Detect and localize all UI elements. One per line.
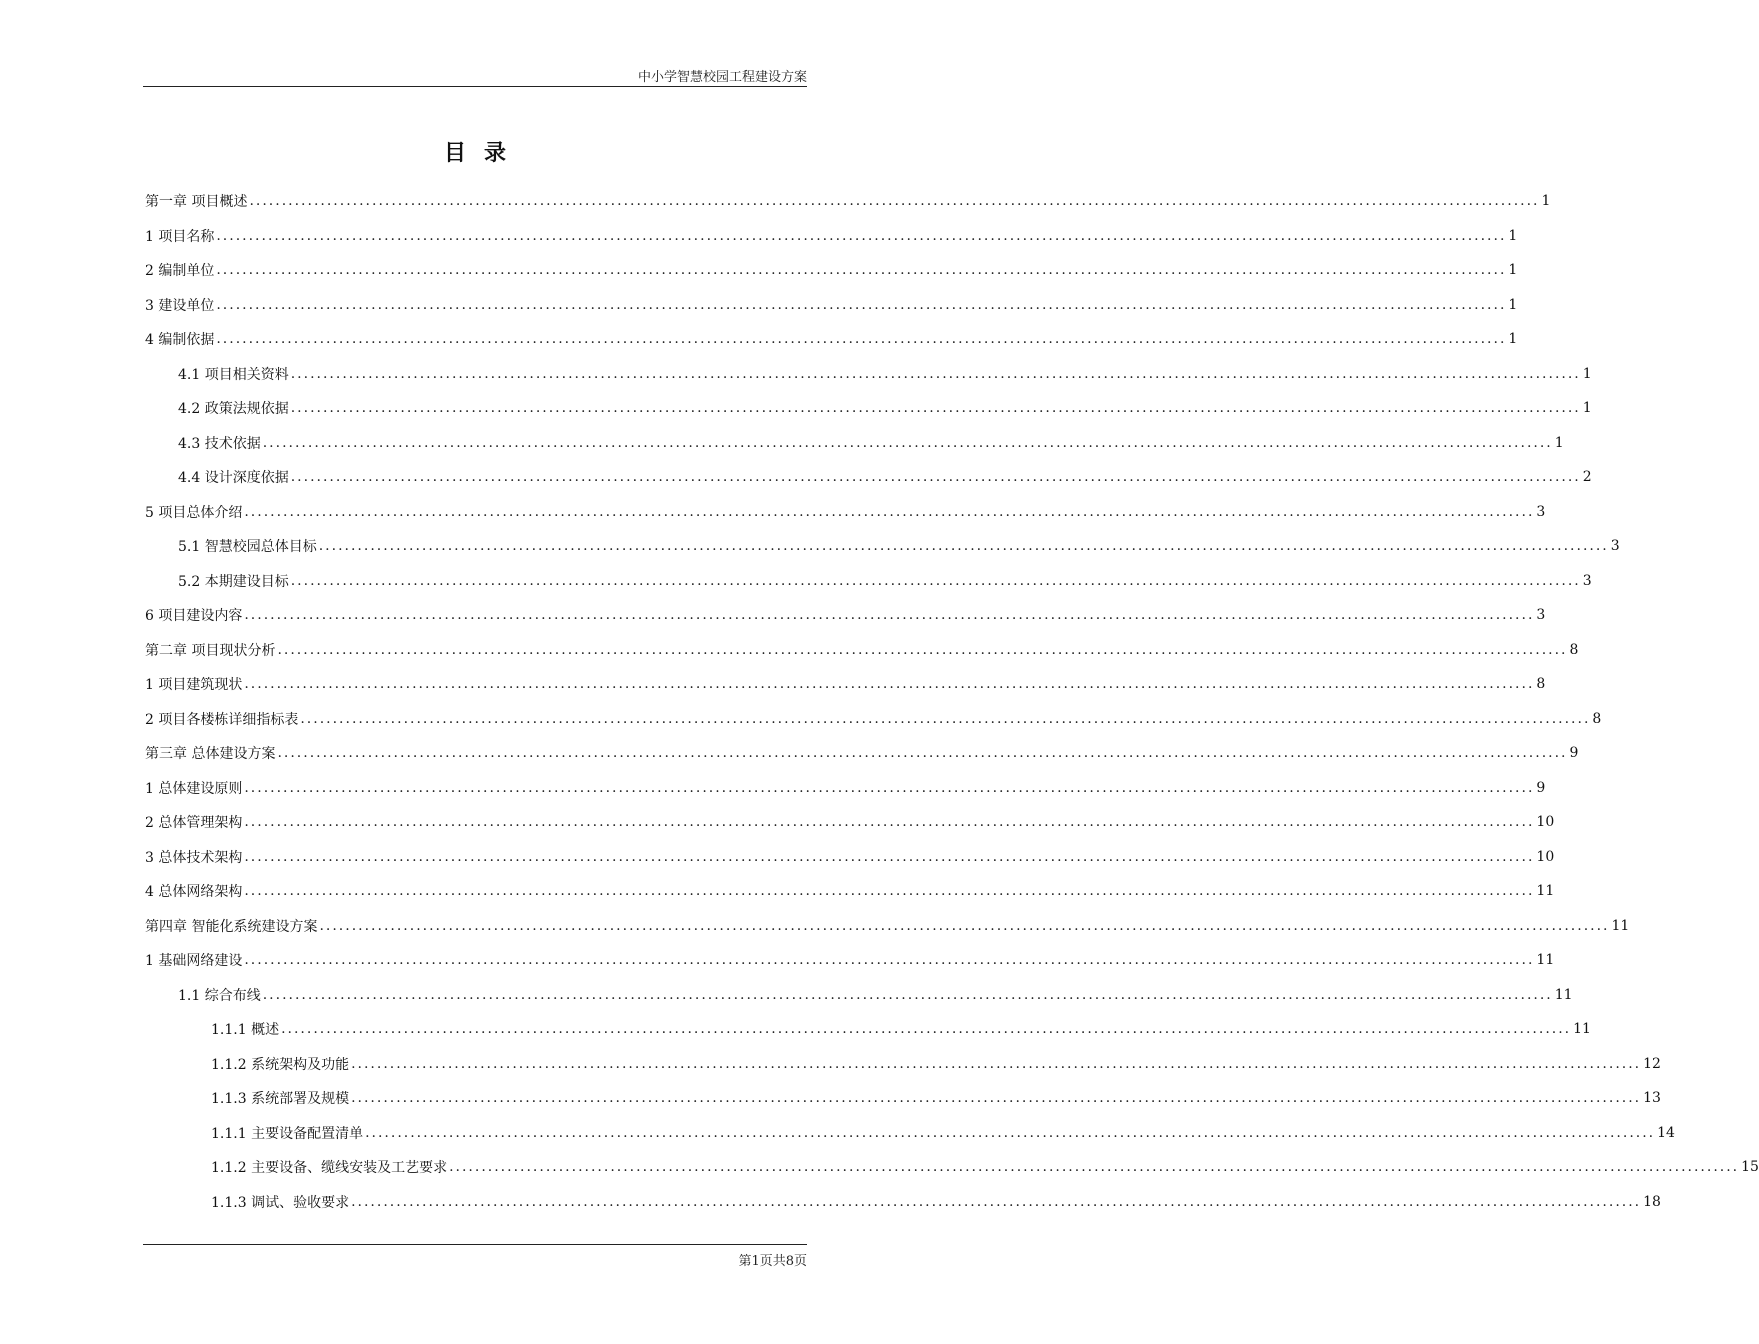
- toc-entry[interactable]: [145, 184, 1551, 219]
- toc-entry-label: 4.1 项目相关资料: [178, 366, 289, 383]
- toc-entry-label: 1.1.2 系统架构及功能: [211, 1056, 350, 1073]
- toc-dot-leader: ........................................................................................................................................................................................................: [290, 572, 1581, 589]
- toc-entry[interactable]: [145, 736, 1579, 771]
- toc-dot-leader: ........................................................................................................................................................................................................: [449, 1159, 1740, 1176]
- toc-entry-page: 1: [1554, 434, 1564, 451]
- toc-dot-leader: ........................................................................................................................................................................................................: [281, 1021, 1572, 1038]
- toc-entry-page: 8: [1592, 710, 1602, 727]
- toc-dot-leader: ........................................................................................................................................................................................................: [318, 538, 1609, 555]
- toc-entry[interactable]: [145, 529, 1620, 564]
- toc-entry[interactable]: [145, 598, 1546, 633]
- toc-dot-leader: ........................................................................................................................................................................................................: [244, 503, 1535, 520]
- toc-dot-leader: ........................................................................................................................................................................................................: [290, 469, 1581, 486]
- toc-dot-leader: ........................................................................................................................................................................................................: [249, 193, 1540, 210]
- toc-entry-label: 4.4 设计深度依据: [178, 470, 289, 487]
- toc-entry-page: 13: [1643, 1090, 1661, 1107]
- toc-entry-label: 6 项目建设内容: [145, 608, 243, 625]
- toc-entry-page: 14: [1657, 1124, 1675, 1141]
- toc-entry[interactable]: [145, 1150, 1759, 1185]
- toc-dot-leader: ........................................................................................................................................................................................................: [216, 262, 1507, 279]
- toc-entry-label: 1 项目建筑现状: [145, 677, 243, 694]
- toc-entry-page: 11: [1536, 952, 1555, 969]
- toc-entry-label: 1.1.2 主要设备、缆线安装及工艺要求: [211, 1160, 448, 1177]
- toc-entry[interactable]: [145, 702, 1602, 737]
- toc-dot-leader: ........................................................................................................................................................................................................: [351, 1090, 1642, 1107]
- toc-entry-page: 3: [1536, 607, 1546, 624]
- toc-entry-page: 10: [1536, 814, 1555, 831]
- toc-entry[interactable]: [145, 426, 1564, 461]
- toc-entry-page: 12: [1643, 1055, 1661, 1072]
- toc-entry-label: 1 项目名称: [145, 228, 215, 245]
- toc-entry-label: 第三章 总体建设方案: [145, 746, 276, 763]
- toc-entry-page: 1: [1582, 365, 1592, 382]
- toc-entry-page: 15: [1741, 1159, 1759, 1176]
- toc-dot-leader: ........................................................................................................................................................................................................: [300, 710, 1591, 727]
- toc-entry[interactable]: [145, 1047, 1661, 1082]
- toc-dot-leader: ........................................................................................................................................................................................................: [244, 676, 1535, 693]
- toc-entry-page: 1: [1541, 193, 1551, 210]
- toc-entry[interactable]: [145, 943, 1555, 978]
- toc-entry-label: 5.1 智慧校园总体目标: [178, 539, 317, 556]
- page-number: 第1页共8页: [738, 1254, 807, 1269]
- toc-entry[interactable]: [145, 253, 1518, 288]
- toc-entry[interactable]: [145, 1081, 1661, 1116]
- toc-entry-page: 2: [1582, 469, 1592, 486]
- toc-entry-label: 1.1.3 调试、验收要求: [211, 1194, 350, 1211]
- toc-entry-label: 1 总体建设原则: [145, 780, 243, 797]
- toc-entry-page: 11: [1554, 986, 1573, 1003]
- toc-dot-leader: ........................................................................................................................................................................................................: [351, 1055, 1642, 1072]
- toc-dot-leader: ........................................................................................................................................................................................................: [277, 745, 1568, 762]
- toc-entry[interactable]: [145, 633, 1579, 668]
- toc-entry[interactable]: [145, 322, 1518, 357]
- toc-entry-page: 9: [1536, 779, 1546, 796]
- toc-dot-leader: ........................................................................................................................................................................................................: [244, 779, 1535, 796]
- toc-dot-leader: ........................................................................................................................................................................................................: [216, 331, 1507, 348]
- toc-entry-label: 4.2 政策法规依据: [178, 401, 289, 418]
- toc-entry-label: 1.1.1 概述: [211, 1022, 280, 1039]
- toc-entry-page: 11: [1611, 917, 1630, 934]
- toc-dot-leader: ........................................................................................................................................................................................................: [216, 296, 1507, 313]
- toc-entry-label: 4 编制依据: [145, 332, 215, 349]
- toc-dot-leader: ........................................................................................................................................................................................................: [244, 952, 1535, 969]
- toc-entry-page: 3: [1536, 503, 1546, 520]
- toc-entry[interactable]: [145, 1116, 1675, 1151]
- toc-entry[interactable]: [145, 288, 1518, 323]
- toc-entry[interactable]: [145, 909, 1630, 944]
- toc-entry[interactable]: [145, 564, 1592, 599]
- toc-entry-label: 3 总体技术架构: [145, 849, 243, 866]
- toc-entry-page: 1: [1582, 400, 1592, 417]
- toc-entry[interactable]: [145, 460, 1592, 495]
- toc-dot-leader: ........................................................................................................................................................................................................: [262, 986, 1553, 1003]
- toc-entry-label: 2 编制单位: [145, 263, 215, 280]
- toc-entry[interactable]: [145, 1185, 1661, 1220]
- toc-entry-page: 1: [1508, 331, 1518, 348]
- toc-entry-label: 2 项目各楼栋详细指标表: [145, 711, 299, 728]
- toc-dot-leader: ........................................................................................................................................................................................................: [216, 227, 1507, 244]
- toc-entry-label: 1.1.3 系统部署及规模: [211, 1091, 350, 1108]
- toc-entry-label: 1.1.1 主要设备配置清单: [211, 1125, 364, 1142]
- footer-divider: [143, 1244, 807, 1245]
- toc-entry[interactable]: [145, 495, 1546, 530]
- toc-entry-page: 18: [1643, 1193, 1661, 1210]
- toc-entry-page: 8: [1536, 676, 1546, 693]
- toc-dot-leader: ........................................................................................................................................................................................................: [244, 814, 1535, 831]
- toc-dot-leader: ........................................................................................................................................................................................................: [365, 1124, 1656, 1141]
- toc-dot-leader: ........................................................................................................................................................................................................: [290, 365, 1581, 382]
- toc-entry-label: 第四章 智能化系统建设方案: [145, 918, 318, 935]
- toc-entry-page: 3: [1610, 538, 1620, 555]
- toc-entry[interactable]: [145, 357, 1592, 392]
- toc-entry[interactable]: [145, 219, 1518, 254]
- toc-dot-leader: ........................................................................................................................................................................................................: [244, 848, 1535, 865]
- toc-entry-label: 5 项目总体介绍: [145, 504, 243, 521]
- toc-entry[interactable]: [145, 391, 1592, 426]
- toc-entry[interactable]: [145, 840, 1555, 875]
- toc-entry[interactable]: [145, 667, 1546, 702]
- toc-entry-label: 第二章 项目现状分析: [145, 642, 276, 659]
- header-title: 中小学智慧校园工程建设方案: [637, 70, 807, 85]
- toc-entry-label: 1 基础网络建设: [145, 953, 243, 970]
- toc-title: 目录: [443, 140, 524, 166]
- toc-dot-leader: ........................................................................................................................................................................................................: [351, 1193, 1642, 1210]
- toc-entry-label: 5.2 本期建设目标: [178, 573, 289, 590]
- toc-entry[interactable]: [145, 805, 1555, 840]
- toc-entry-page: 9: [1569, 745, 1579, 762]
- toc-dot-leader: ........................................................................................................................................................................................................: [277, 641, 1568, 658]
- toc-entry-page: 11: [1536, 883, 1555, 900]
- toc-entry-page: 3: [1582, 572, 1592, 589]
- toc-dot-leader: ........................................................................................................................................................................................................: [319, 917, 1610, 934]
- toc-entry-page: 11: [1573, 1021, 1591, 1038]
- toc-entry[interactable]: [145, 978, 1573, 1013]
- toc-entry-page: 10: [1536, 848, 1555, 865]
- toc-entry-label: 2 总体管理架构: [145, 815, 243, 832]
- toc-entry-page: 1: [1508, 227, 1518, 244]
- toc-entry-label: 1.1 综合布线: [178, 987, 261, 1004]
- toc-entry-label: 第一章 项目概述: [145, 194, 248, 211]
- toc-entry[interactable]: [145, 771, 1546, 806]
- toc-entry[interactable]: [145, 1012, 1591, 1047]
- toc-dot-leader: ........................................................................................................................................................................................................: [244, 607, 1535, 624]
- toc-entry-page: 1: [1508, 262, 1518, 279]
- header-divider: [143, 86, 807, 87]
- toc-entry-page: 1: [1508, 296, 1518, 313]
- toc-entry-label: 4.3 技术依据: [178, 435, 261, 452]
- toc-entry[interactable]: [145, 874, 1555, 909]
- toc-entry-page: 8: [1569, 641, 1579, 658]
- toc-entry-label: 4 总体网络架构: [145, 884, 243, 901]
- toc-dot-leader: ........................................................................................................................................................................................................: [262, 434, 1553, 451]
- toc-dot-leader: ........................................................................................................................................................................................................: [244, 883, 1535, 900]
- toc-entry-label: 3 建设单位: [145, 297, 215, 314]
- toc-dot-leader: ........................................................................................................................................................................................................: [290, 400, 1581, 417]
- table-of-contents: [145, 184, 1759, 1219]
